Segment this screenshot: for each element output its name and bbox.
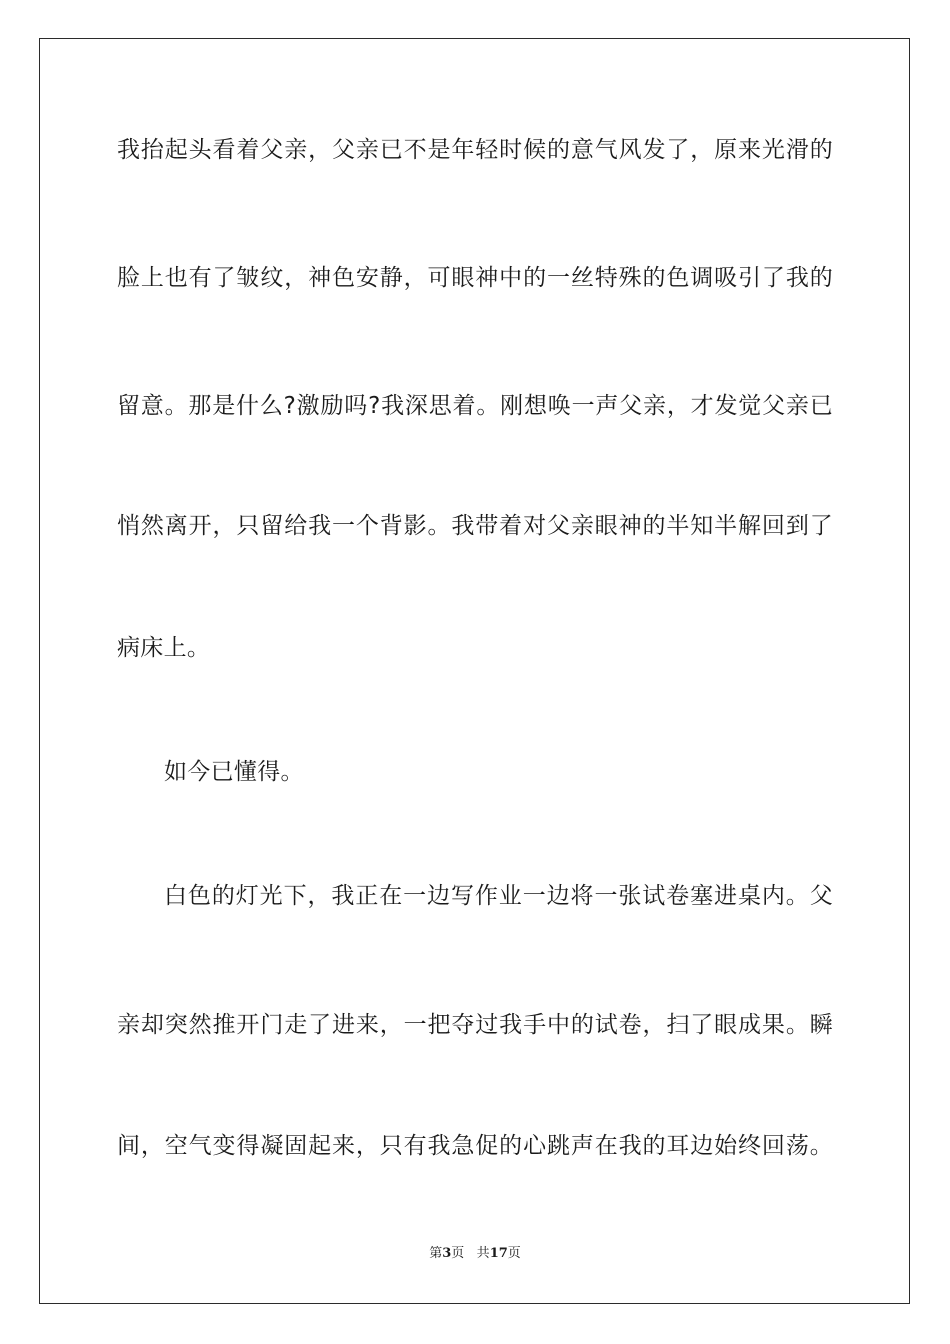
text-line-6: 如今已懂得。: [164, 759, 304, 785]
footer-total-pages: 17: [489, 1246, 508, 1261]
footer-total-suffix: 页: [507, 1246, 521, 1261]
footer-page-prefix: 第: [429, 1246, 443, 1261]
text-line-5: 病床上。: [117, 635, 211, 661]
text-line-2: 脸上也有了皱纹，神色安静，可眼神中的一丝特殊的色调吸引了我的: [117, 265, 833, 291]
page-footer: [0, 1245, 950, 1263]
text-line-1: 我抬起头看着父亲，父亲已不是年轻时候的意气风发了，原来光滑的: [117, 137, 833, 163]
text-line-9: 间，空气变得凝固起来，只有我急促的心跳声在我的耳边始终回荡。: [117, 1133, 833, 1159]
footer-page-number: 3: [442, 1246, 452, 1261]
text-line-3: 留意。那是什么?激励吗?我深思着。刚想唤一声父亲，才发觉父亲已: [117, 393, 833, 419]
footer-total-prefix: 共: [476, 1246, 490, 1261]
text-line-7: 白色的灯光下，我正在一边写作业一边将一张试卷塞进桌内。父: [164, 883, 833, 909]
text-line-8: 亲却突然推开门走了进来，一把夺过我手中的试卷，扫了眼成果。瞬: [117, 1012, 833, 1038]
page-border: [39, 38, 910, 1304]
footer-page-suffix: 页: [451, 1246, 465, 1261]
text-line-4: 悄然离开，只留给我一个背影。我带着对父亲眼神的半知半解回到了: [117, 513, 833, 539]
